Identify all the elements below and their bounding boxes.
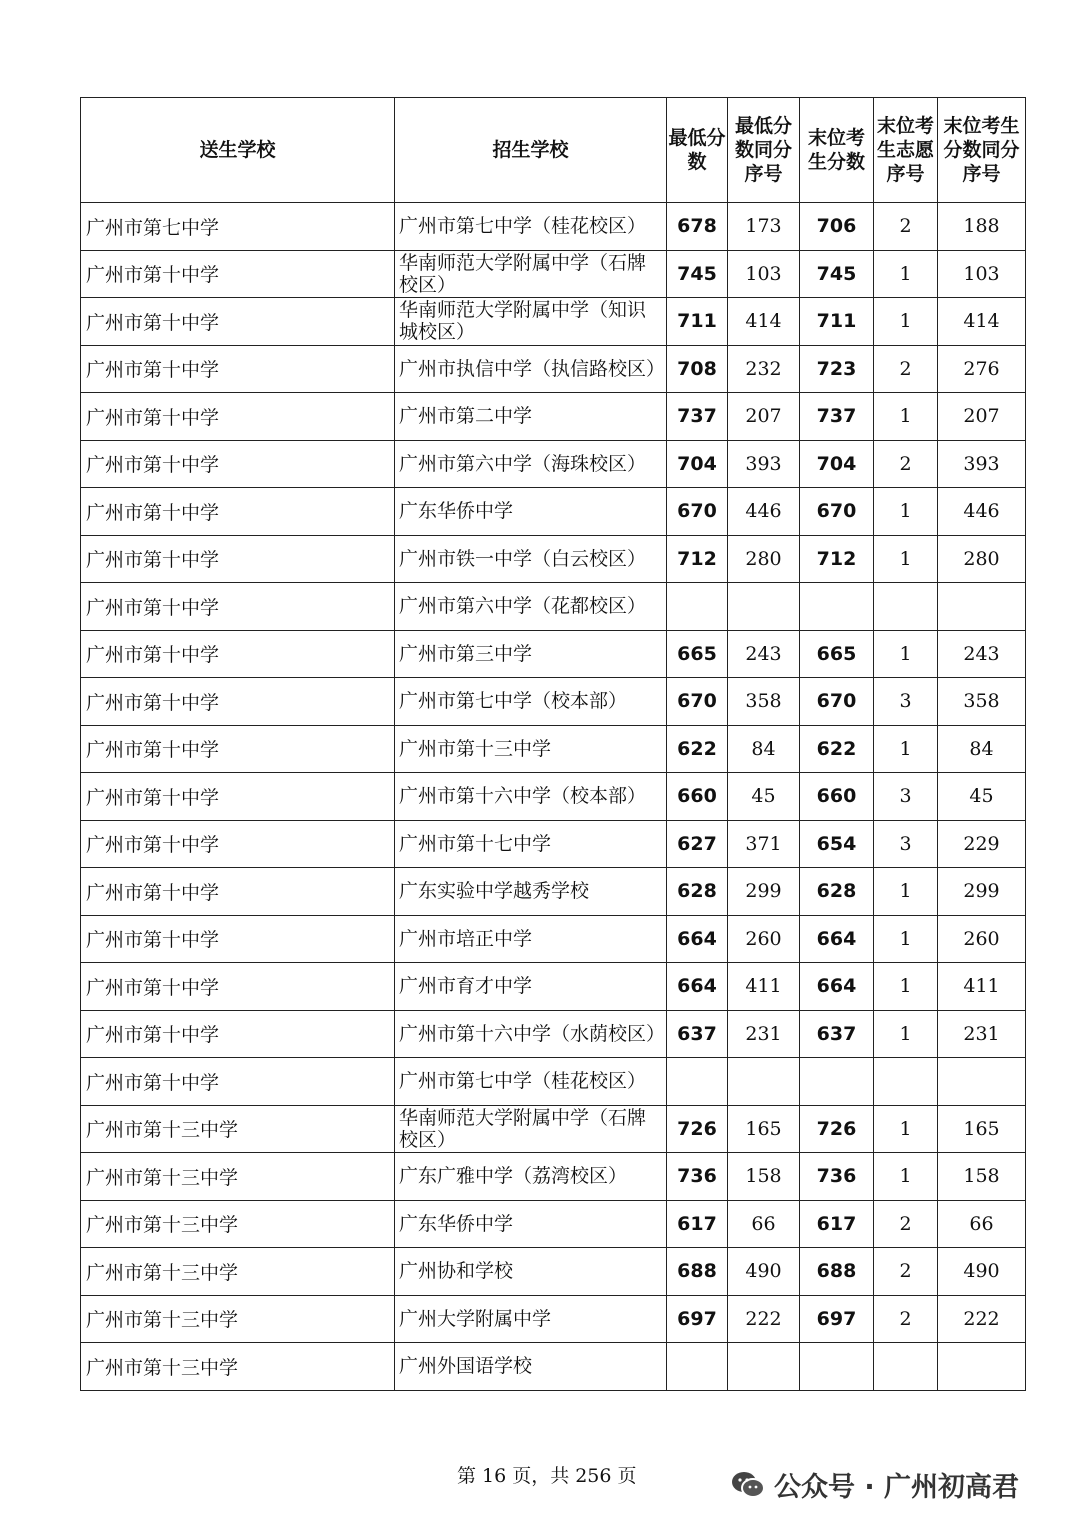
send-school-cell: 广州市第十三中学 xyxy=(81,1105,395,1153)
last-rank-cell xyxy=(938,583,1026,631)
send-school-cell: 广州市第十中学 xyxy=(81,630,395,678)
table-row xyxy=(81,1343,1026,1391)
admission-table xyxy=(80,97,1026,1391)
last-score-cell: 670 xyxy=(800,488,874,536)
watermark xyxy=(730,1465,1019,1504)
min-score-cell: 665 xyxy=(667,630,728,678)
send-school-cell: 广州市第十中学 xyxy=(81,250,395,298)
recv-school-cell: 广州市第十三中学 xyxy=(395,725,667,773)
recv-school-cell: 广东实验中学越秀学校 xyxy=(395,868,667,916)
min-score-rank-cell xyxy=(728,1343,800,1391)
send-school-cell: 广州市第十中学 xyxy=(81,725,395,773)
footer-prefix: 第 xyxy=(457,1465,477,1487)
last-rank-cell: 84 xyxy=(938,725,1026,773)
table-row xyxy=(81,393,1026,441)
min-score-cell xyxy=(667,1058,728,1106)
last-rank-cell: 280 xyxy=(938,535,1026,583)
min-score-rank-cell: 158 xyxy=(728,1153,800,1201)
min-score-cell: 628 xyxy=(667,868,728,916)
min-score-cell: 711 xyxy=(667,298,728,346)
wechat-icon xyxy=(730,1470,766,1500)
last-choice-cell: 3 xyxy=(874,773,938,821)
last-score-cell: 637 xyxy=(800,1010,874,1058)
last-score-cell xyxy=(800,583,874,631)
min-score-cell: 622 xyxy=(667,725,728,773)
recv-school-cell: 广东华侨中学 xyxy=(395,1200,667,1248)
recv-school-cell: 广州市第二中学 xyxy=(395,393,667,441)
last-choice-cell: 1 xyxy=(874,298,938,346)
last-choice-cell: 1 xyxy=(874,488,938,536)
last-score-cell: 704 xyxy=(800,440,874,488)
min-score-rank-cell: 165 xyxy=(728,1105,800,1153)
min-score-rank-cell: 414 xyxy=(728,298,800,346)
send-school-cell: 广州市第七中学 xyxy=(81,203,395,251)
send-school-cell: 广州市第十中学 xyxy=(81,583,395,631)
min-score-cell: 664 xyxy=(667,963,728,1011)
footer-mid: 页，共 xyxy=(512,1465,570,1487)
send-school-cell: 广州市第十中学 xyxy=(81,820,395,868)
table-row xyxy=(81,1248,1026,1296)
header-send-school: 送生学校 xyxy=(81,98,395,203)
min-score-rank-cell: 299 xyxy=(728,868,800,916)
last-choice-cell xyxy=(874,1343,938,1391)
min-score-rank-cell: 207 xyxy=(728,393,800,441)
min-score-rank-cell: 66 xyxy=(728,1200,800,1248)
last-choice-cell xyxy=(874,583,938,631)
last-score-cell: 617 xyxy=(800,1200,874,1248)
last-score-cell: 670 xyxy=(800,678,874,726)
header-min-score: 最低分数 xyxy=(667,98,728,203)
last-score-cell xyxy=(800,1343,874,1391)
last-score-cell: 736 xyxy=(800,1153,874,1201)
send-school-cell: 广州市第十中学 xyxy=(81,488,395,536)
last-choice-cell: 1 xyxy=(874,393,938,441)
last-rank-cell: 243 xyxy=(938,630,1026,678)
header-last-choice: 末位考生志愿序号 xyxy=(874,98,938,203)
send-school-cell: 广州市第十三中学 xyxy=(81,1343,395,1391)
total-pages: 256 xyxy=(575,1465,612,1487)
recv-school-cell: 广东华侨中学 xyxy=(395,488,667,536)
send-school-cell: 广州市第十中学 xyxy=(81,1010,395,1058)
last-rank-cell: 188 xyxy=(938,203,1026,251)
recv-school-cell: 广州市育才中学 xyxy=(395,963,667,1011)
watermark-text: 公众号 · 广州初高君 xyxy=(774,1472,1020,1503)
min-score-rank-cell: 222 xyxy=(728,1295,800,1343)
send-school-cell: 广州市第十中学 xyxy=(81,298,395,346)
min-score-cell: 664 xyxy=(667,915,728,963)
send-school-cell: 广州市第十三中学 xyxy=(81,1295,395,1343)
header-row xyxy=(81,98,1026,203)
min-score-cell: 745 xyxy=(667,250,728,298)
last-score-cell: 712 xyxy=(800,535,874,583)
header-min-score-rank: 最低分数同分序号 xyxy=(728,98,800,203)
last-rank-cell: 446 xyxy=(938,488,1026,536)
min-score-cell: 678 xyxy=(667,203,728,251)
recv-school-cell: 华南师范大学附属中学（石牌校区） xyxy=(395,1105,667,1153)
min-score-rank-cell: 84 xyxy=(728,725,800,773)
table-row xyxy=(81,440,1026,488)
min-score-rank-cell xyxy=(728,583,800,631)
table-row xyxy=(81,678,1026,726)
recv-school-cell: 广州市第十七中学 xyxy=(395,820,667,868)
recv-school-cell: 广州协和学校 xyxy=(395,1248,667,1296)
table-row xyxy=(81,203,1026,251)
last-choice-cell: 2 xyxy=(874,1200,938,1248)
recv-school-cell: 广州市铁一中学（白云校区） xyxy=(395,535,667,583)
recv-school-cell: 广州市执信中学（执信路校区） xyxy=(395,345,667,393)
last-score-cell: 697 xyxy=(800,1295,874,1343)
last-score-cell: 745 xyxy=(800,250,874,298)
send-school-cell: 广州市第十三中学 xyxy=(81,1153,395,1201)
min-score-rank-cell: 280 xyxy=(728,535,800,583)
table-row xyxy=(81,583,1026,631)
recv-school-cell: 广州市第六中学（海珠校区） xyxy=(395,440,667,488)
min-score-cell: 670 xyxy=(667,678,728,726)
last-choice-cell: 2 xyxy=(874,203,938,251)
last-choice-cell: 2 xyxy=(874,345,938,393)
last-choice-cell: 1 xyxy=(874,868,938,916)
table-row xyxy=(81,488,1026,536)
last-rank-cell: 414 xyxy=(938,298,1026,346)
recv-school-cell: 广州市培正中学 xyxy=(395,915,667,963)
last-rank-cell xyxy=(938,1058,1026,1106)
last-choice-cell: 1 xyxy=(874,1105,938,1153)
table-row xyxy=(81,535,1026,583)
min-score-rank-cell: 173 xyxy=(728,203,800,251)
table-row xyxy=(81,1153,1026,1201)
table-row xyxy=(81,1058,1026,1106)
last-score-cell: 726 xyxy=(800,1105,874,1153)
min-score-rank-cell: 231 xyxy=(728,1010,800,1058)
send-school-cell: 广州市第十中学 xyxy=(81,393,395,441)
min-score-rank-cell: 358 xyxy=(728,678,800,726)
last-score-cell: 660 xyxy=(800,773,874,821)
last-rank-cell xyxy=(938,1343,1026,1391)
min-score-cell: 697 xyxy=(667,1295,728,1343)
min-score-cell: 688 xyxy=(667,1248,728,1296)
last-rank-cell: 45 xyxy=(938,773,1026,821)
last-score-cell: 706 xyxy=(800,203,874,251)
min-score-cell: 660 xyxy=(667,773,728,821)
last-choice-cell: 1 xyxy=(874,915,938,963)
last-choice-cell: 2 xyxy=(874,1248,938,1296)
last-rank-cell: 260 xyxy=(938,915,1026,963)
last-rank-cell: 158 xyxy=(938,1153,1026,1201)
recv-school-cell: 广州市第七中学（桂花校区） xyxy=(395,203,667,251)
recv-school-cell: 广州外国语学校 xyxy=(395,1343,667,1391)
min-score-rank-cell: 243 xyxy=(728,630,800,678)
table-row xyxy=(81,1295,1026,1343)
last-choice-cell xyxy=(874,1058,938,1106)
table-row xyxy=(81,1105,1026,1153)
last-score-cell: 688 xyxy=(800,1248,874,1296)
last-rank-cell: 358 xyxy=(938,678,1026,726)
recv-school-cell: 广州市第十六中学（校本部） xyxy=(395,773,667,821)
send-school-cell: 广州市第十三中学 xyxy=(81,1200,395,1248)
page-footer xyxy=(457,1461,643,1488)
recv-school-cell: 广州市第七中学（校本部） xyxy=(395,678,667,726)
last-choice-cell: 2 xyxy=(874,440,938,488)
recv-school-cell: 广州市第十六中学（水荫校区） xyxy=(395,1010,667,1058)
min-score-rank-cell: 411 xyxy=(728,963,800,1011)
last-rank-cell: 299 xyxy=(938,868,1026,916)
send-school-cell: 广州市第十中学 xyxy=(81,345,395,393)
table-row xyxy=(81,345,1026,393)
recv-school-cell: 华南师范大学附属中学（知识城校区） xyxy=(395,298,667,346)
send-school-cell: 广州市第十中学 xyxy=(81,678,395,726)
min-score-cell: 627 xyxy=(667,820,728,868)
recv-school-cell: 广州大学附属中学 xyxy=(395,1295,667,1343)
table-row xyxy=(81,298,1026,346)
last-choice-cell: 3 xyxy=(874,820,938,868)
footer-suffix: 页 xyxy=(617,1465,637,1487)
last-score-cell: 711 xyxy=(800,298,874,346)
min-score-rank-cell: 45 xyxy=(728,773,800,821)
last-choice-cell: 1 xyxy=(874,535,938,583)
min-score-rank-cell: 371 xyxy=(728,820,800,868)
last-rank-cell: 207 xyxy=(938,393,1026,441)
min-score-cell xyxy=(667,583,728,631)
recv-school-cell: 广东广雅中学（荔湾校区） xyxy=(395,1153,667,1201)
last-score-cell: 737 xyxy=(800,393,874,441)
last-rank-cell: 103 xyxy=(938,250,1026,298)
last-choice-cell: 1 xyxy=(874,963,938,1011)
last-choice-cell: 1 xyxy=(874,250,938,298)
last-rank-cell: 165 xyxy=(938,1105,1026,1153)
last-choice-cell: 3 xyxy=(874,678,938,726)
send-school-cell: 广州市第十中学 xyxy=(81,440,395,488)
min-score-cell: 736 xyxy=(667,1153,728,1201)
table-row xyxy=(81,725,1026,773)
recv-school-cell: 广州市第七中学（桂花校区） xyxy=(395,1058,667,1106)
min-score-rank-cell: 260 xyxy=(728,915,800,963)
last-rank-cell: 276 xyxy=(938,345,1026,393)
last-choice-cell: 1 xyxy=(874,725,938,773)
min-score-cell: 737 xyxy=(667,393,728,441)
send-school-cell: 广州市第十中学 xyxy=(81,535,395,583)
last-score-cell: 622 xyxy=(800,725,874,773)
last-rank-cell: 393 xyxy=(938,440,1026,488)
send-school-cell: 广州市第十中学 xyxy=(81,963,395,1011)
table-row xyxy=(81,630,1026,678)
last-choice-cell: 1 xyxy=(874,1153,938,1201)
table-row xyxy=(81,1200,1026,1248)
recv-school-cell: 广州市第六中学（花都校区） xyxy=(395,583,667,631)
last-rank-cell: 222 xyxy=(938,1295,1026,1343)
table-row xyxy=(81,250,1026,298)
table-row xyxy=(81,820,1026,868)
last-score-cell: 664 xyxy=(800,915,874,963)
min-score-cell: 617 xyxy=(667,1200,728,1248)
min-score-rank-cell xyxy=(728,1058,800,1106)
table-row xyxy=(81,868,1026,916)
last-score-cell: 665 xyxy=(800,630,874,678)
min-score-cell: 670 xyxy=(667,488,728,536)
last-score-cell: 723 xyxy=(800,345,874,393)
send-school-cell: 广州市第十中学 xyxy=(81,1058,395,1106)
min-score-cell: 637 xyxy=(667,1010,728,1058)
min-score-rank-cell: 393 xyxy=(728,440,800,488)
last-choice-cell: 1 xyxy=(874,630,938,678)
header-last-score: 末位考生分数 xyxy=(800,98,874,203)
last-rank-cell: 490 xyxy=(938,1248,1026,1296)
send-school-cell: 广州市第十中学 xyxy=(81,915,395,963)
last-choice-cell: 2 xyxy=(874,1295,938,1343)
send-school-cell: 广州市第十三中学 xyxy=(81,1248,395,1296)
send-school-cell: 广州市第十中学 xyxy=(81,868,395,916)
min-score-rank-cell: 232 xyxy=(728,345,800,393)
recv-school-cell: 华南师范大学附属中学（石牌校区） xyxy=(395,250,667,298)
page-number: 16 xyxy=(482,1465,507,1487)
min-score-rank-cell: 490 xyxy=(728,1248,800,1296)
table-row xyxy=(81,1010,1026,1058)
table-row xyxy=(81,915,1026,963)
last-score-cell xyxy=(800,1058,874,1106)
min-score-rank-cell: 446 xyxy=(728,488,800,536)
table-row xyxy=(81,773,1026,821)
last-choice-cell: 1 xyxy=(874,1010,938,1058)
recv-school-cell: 广州市第三中学 xyxy=(395,630,667,678)
last-rank-cell: 231 xyxy=(938,1010,1026,1058)
table-row xyxy=(81,963,1026,1011)
min-score-cell: 708 xyxy=(667,345,728,393)
min-score-cell xyxy=(667,1343,728,1391)
last-score-cell: 664 xyxy=(800,963,874,1011)
last-rank-cell: 66 xyxy=(938,1200,1026,1248)
header-last-rank: 末位考生分数同分序号 xyxy=(938,98,1026,203)
min-score-rank-cell: 103 xyxy=(728,250,800,298)
last-score-cell: 628 xyxy=(800,868,874,916)
last-rank-cell: 411 xyxy=(938,963,1026,1011)
min-score-cell: 726 xyxy=(667,1105,728,1153)
min-score-cell: 704 xyxy=(667,440,728,488)
send-school-cell: 广州市第十中学 xyxy=(81,773,395,821)
last-rank-cell: 229 xyxy=(938,820,1026,868)
min-score-cell: 712 xyxy=(667,535,728,583)
last-score-cell: 654 xyxy=(800,820,874,868)
header-recv-school: 招生学校 xyxy=(395,98,667,203)
